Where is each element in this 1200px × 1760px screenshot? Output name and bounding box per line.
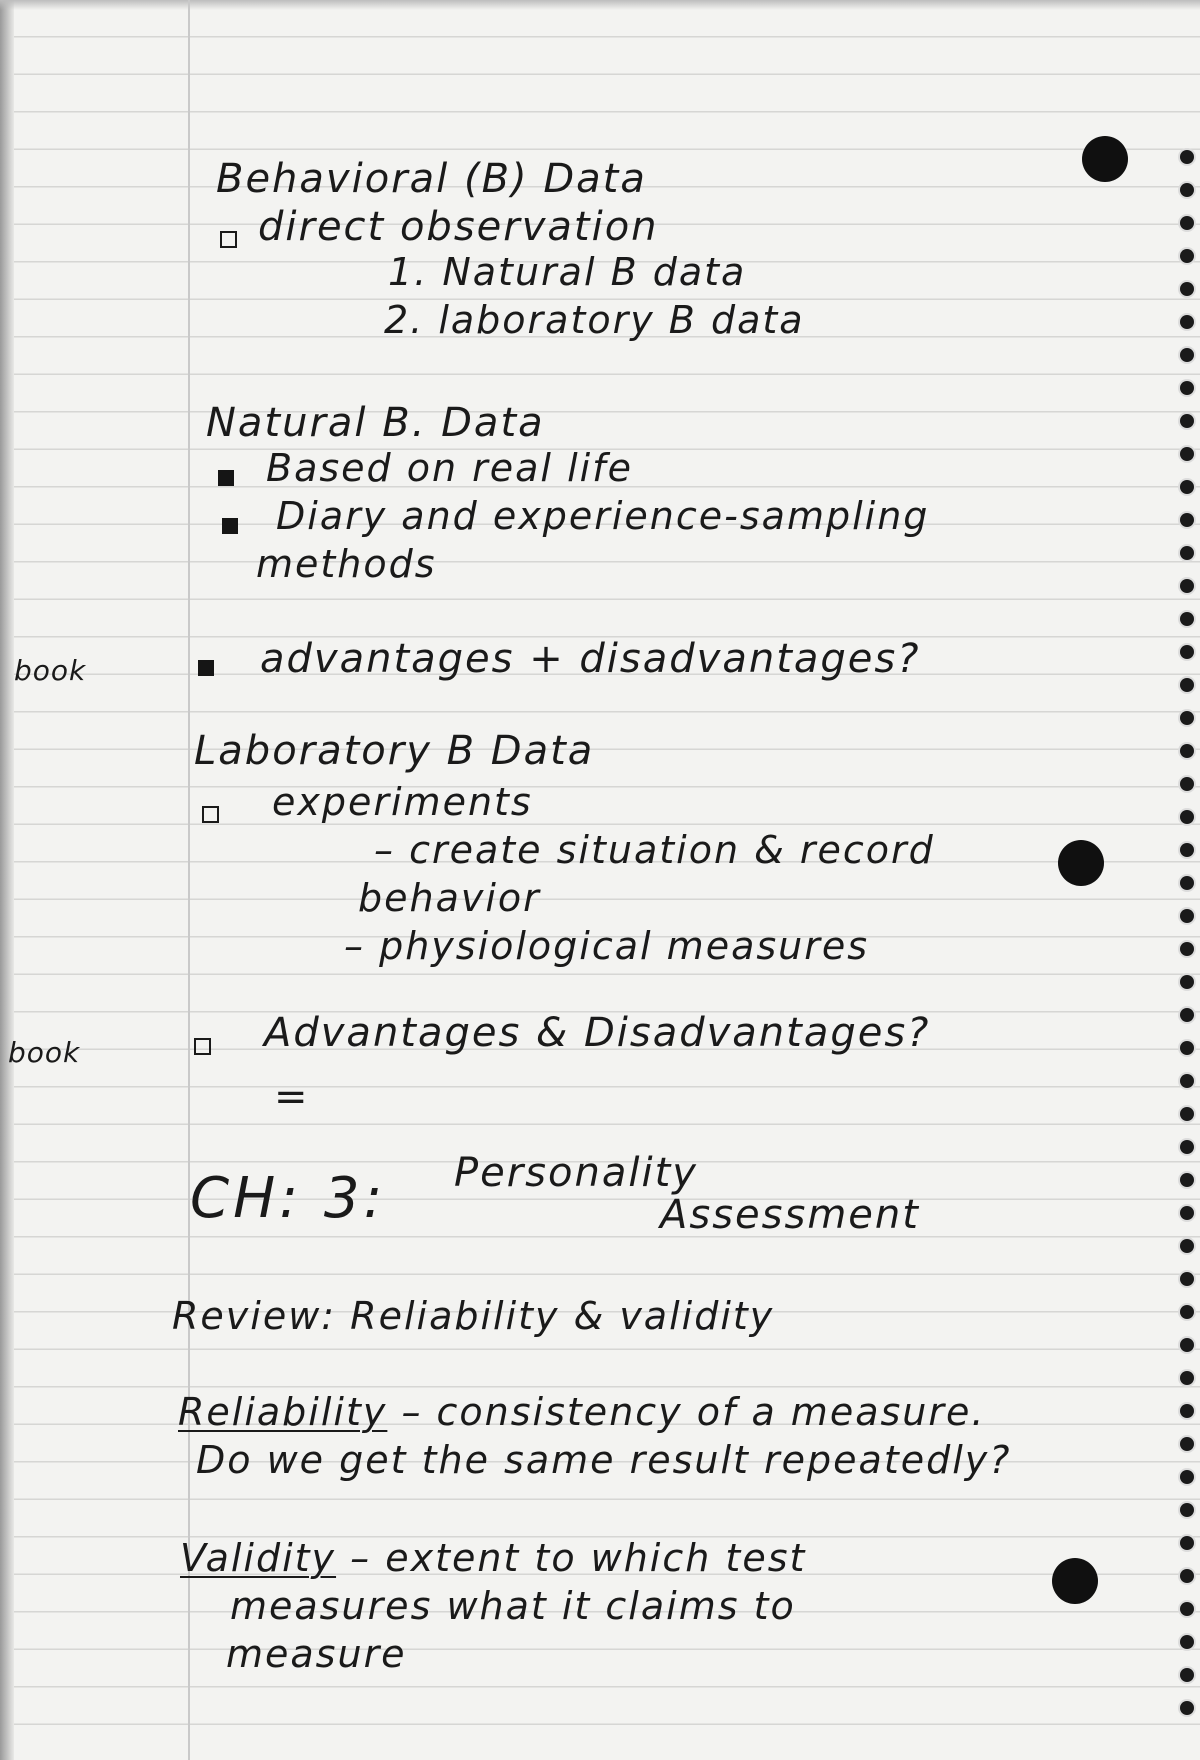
spiral-hole <box>1180 942 1194 956</box>
margin-note-book-2: book <box>8 1036 81 1069</box>
spiral-hole <box>1180 1008 1194 1022</box>
spiral-hole <box>1180 1404 1194 1418</box>
spiral-hole <box>1180 1272 1194 1286</box>
spiral-hole <box>1180 810 1194 824</box>
note-laboratory-b-data: 2. laboratory B data <box>384 298 805 342</box>
spiral-hole <box>1180 612 1194 626</box>
spiral-hole <box>1180 1602 1194 1616</box>
note-methods: methods <box>256 542 437 586</box>
checkbox-bullet <box>220 231 237 248</box>
spiral-hole <box>1180 777 1194 791</box>
spiral-hole <box>1180 480 1194 494</box>
spiral-hole <box>1180 282 1194 296</box>
spiral-hole <box>1180 447 1194 461</box>
spiral-hole <box>1180 1701 1194 1715</box>
spiral-holes <box>1174 150 1194 1750</box>
spiral-hole <box>1180 1074 1194 1088</box>
spiral-hole <box>1180 1635 1194 1649</box>
spiral-hole <box>1180 183 1194 197</box>
chapter-title-assessment: Assessment <box>660 1192 920 1238</box>
note-diary-experience-sampling: Diary and experience-sampling <box>276 494 930 538</box>
spiral-hole <box>1180 1239 1194 1253</box>
definition-validity: – extent to which test <box>336 1536 807 1580</box>
spiral-hole <box>1180 249 1194 263</box>
note-physiological-measures: – physiological measures <box>344 924 870 968</box>
spiral-hole <box>1180 216 1194 230</box>
note-equals-mark: = <box>274 1074 310 1120</box>
spiral-hole <box>1180 645 1194 659</box>
spiral-hole <box>1180 1041 1194 1055</box>
punch-hole-2 <box>1058 840 1104 886</box>
note-natural-b-data: 1. Natural B data <box>388 250 747 294</box>
page-edge-shadow <box>0 0 14 1760</box>
spiral-hole <box>1180 513 1194 527</box>
spiral-hole <box>1180 1371 1194 1385</box>
spiral-hole <box>1180 1305 1194 1319</box>
heading-laboratory-b-data: Laboratory B Data <box>194 728 595 774</box>
spiral-hole <box>1180 381 1194 395</box>
spiral-hole <box>1180 1338 1194 1352</box>
spiral-hole <box>1180 975 1194 989</box>
note-advantages-disadvantages-1: advantages + disadvantages? <box>260 636 921 682</box>
spiral-hole <box>1180 1503 1194 1517</box>
margin-note-book-1: book <box>14 654 87 687</box>
note-review: Review: Reliability & validity <box>172 1294 775 1338</box>
note-same-result: Do we get the same result repeatedly? <box>196 1438 1012 1482</box>
heading-behavioral-data: Behavioral (B) Data <box>216 156 647 202</box>
spiral-hole <box>1180 1140 1194 1154</box>
spiral-hole <box>1180 150 1194 164</box>
spiral-hole <box>1180 1470 1194 1484</box>
note-measure: measure <box>226 1632 407 1676</box>
note-measures-what: measures what it claims to <box>230 1584 796 1628</box>
note-create-situation: – create situation & record <box>374 828 935 872</box>
spiral-hole <box>1180 315 1194 329</box>
chapter-title-personality: Personality <box>454 1150 698 1196</box>
note-direct-observation: direct observation <box>258 204 659 250</box>
page-top-shadow <box>0 0 1200 10</box>
square-bullet <box>218 470 234 486</box>
punch-hole-1 <box>1082 136 1128 182</box>
spiral-hole <box>1180 711 1194 725</box>
spiral-hole <box>1180 414 1194 428</box>
spiral-hole <box>1180 1668 1194 1682</box>
margin-line <box>188 0 190 1760</box>
heading-natural-b-data: Natural B. Data <box>206 400 545 446</box>
term-validity: Validity <box>180 1536 337 1580</box>
spiral-hole <box>1180 1569 1194 1583</box>
note-validity-definition <box>180 1536 806 1580</box>
term-reliability: Reliability <box>178 1390 388 1434</box>
spiral-hole <box>1180 579 1194 593</box>
spiral-hole <box>1180 876 1194 890</box>
spiral-hole <box>1180 678 1194 692</box>
note-based-on-real-life: Based on real life <box>266 446 633 490</box>
spiral-hole <box>1180 1437 1194 1451</box>
spiral-hole <box>1180 546 1194 560</box>
spiral-hole <box>1180 1536 1194 1550</box>
spiral-hole <box>1180 909 1194 923</box>
note-experiments: experiments <box>272 780 533 824</box>
spiral-hole <box>1180 1206 1194 1220</box>
square-bullet <box>222 518 238 534</box>
spiral-hole <box>1180 843 1194 857</box>
note-advantages-disadvantages-2: Advantages & Disadvantages? <box>264 1010 931 1056</box>
note-behavior: behavior <box>358 876 541 920</box>
spiral-hole <box>1180 348 1194 362</box>
checkbox-bullet <box>202 806 219 823</box>
chapter-label: CH: 3: <box>190 1166 387 1231</box>
spiral-hole <box>1180 1107 1194 1121</box>
punch-hole-3 <box>1052 1558 1098 1604</box>
spiral-hole <box>1180 744 1194 758</box>
spiral-hole <box>1180 1173 1194 1187</box>
note-reliability-definition <box>178 1390 985 1434</box>
checkbox-bullet <box>194 1038 211 1055</box>
square-bullet <box>198 660 214 676</box>
definition-reliability: – consistency of a measure. <box>387 1390 986 1434</box>
